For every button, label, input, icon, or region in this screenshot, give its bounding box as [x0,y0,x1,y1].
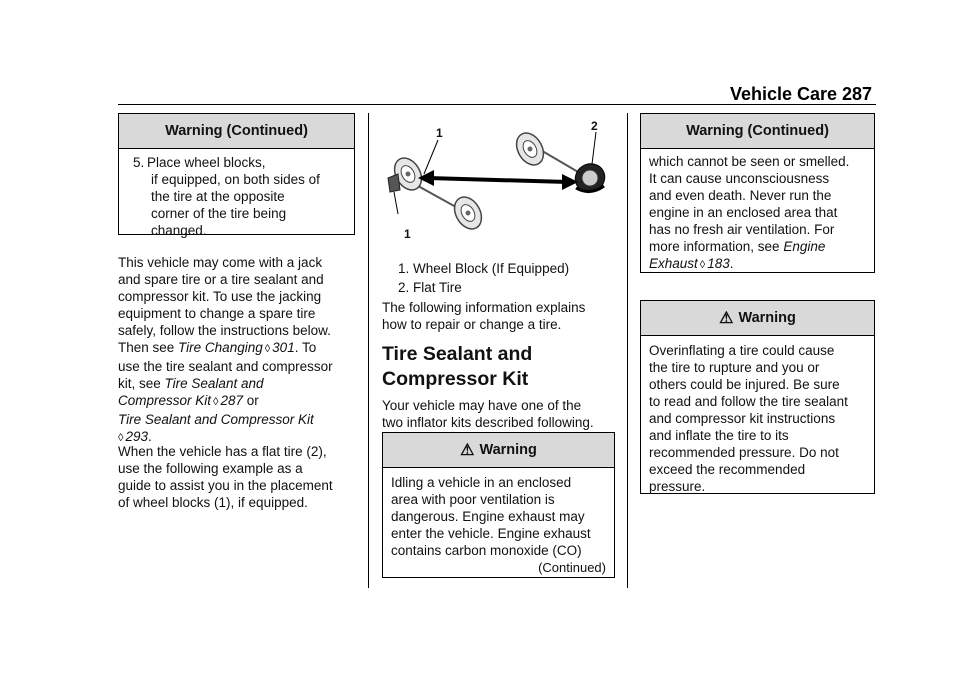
text-line: guide to assist you in the placement [118,478,333,493]
text-line: use the tire sealant and compressor [118,359,333,374]
warning-triangle-icon: ⚠ [460,442,475,459]
text-line: two inflator kits described following. [382,415,594,430]
warning-box-title [641,301,874,336]
page-ref-icon: ◊ [699,259,706,271]
rear-wheel-illustration [511,128,549,169]
warning-continued-box [118,113,355,238]
page-number: 287 [842,84,873,104]
step-line: corner of the tire being [151,206,287,221]
text-line: engine in an enclosed area that [649,205,838,220]
tire-sealant-link-cont[interactable]: Compressor Kit [118,393,212,408]
text-line: Idling a vehicle in an enclosed [391,475,572,490]
section-title: Vehicle Care [730,84,838,104]
front-right-wheel-illustration [449,192,487,233]
text-line: This vehicle may come with a jack [118,255,323,270]
text-span: kit, see [118,376,165,391]
text-line: pressure. [649,479,706,494]
heading-line: Tire Sealant and [382,343,533,365]
exhaust-warning-box [382,432,615,578]
text-line: use the following example as a [118,461,303,476]
text-line [118,411,363,428]
text-line: and spare tire or a tire sealant and [118,272,324,287]
text-span: Then see [118,340,179,355]
callout-label-1-top: 1 [436,126,443,140]
step-text [149,154,320,239]
step-line: the tire at the opposite [151,189,285,204]
text-span: more information, see [649,239,784,254]
warning-box-title: Warning (Continued) [641,114,874,149]
text-line: Your vehicle may have one of the [382,398,582,413]
text-line: safely, follow the instructions below. [118,323,331,338]
engine-exhaust-link-cont[interactable]: Exhaust [649,256,698,271]
text-span: or [243,393,259,408]
text-line: and compressor kit instructions [649,411,836,426]
text-line: enter the vehicle. Engine exhaust [391,526,591,541]
intro-paragraph [118,254,363,447]
text-line [118,375,363,392]
intro-text [382,299,622,333]
text-line: area with poor ventilation is [391,492,555,507]
column-divider-right [627,113,628,588]
section-body [382,397,622,431]
header-rule [118,104,876,105]
step-line: changed. [151,223,207,238]
heading-line: Compressor Kit [382,368,529,390]
text-line: of wheel blocks (1), if equipped. [118,495,308,510]
text-span: . [147,429,152,444]
text-line: When the vehicle has a flat tire (2), [118,444,327,459]
text-line: It can cause unconsciousness [649,171,830,186]
page-ref-183[interactable]: 183 [707,256,730,271]
page-ref-301[interactable]: 301 [272,340,295,355]
callout-label-2: 2 [591,119,598,133]
warning-title-text: Warning [738,310,796,326]
legend-item: 2. Flat Tire [398,280,462,295]
legend-item: 1. Wheel Block (If Equipped) [398,261,570,276]
text-line: contains carbon monoxide (CO) [391,543,582,558]
text-line: exceed the recommended [649,462,806,477]
text-line: and even death. Never run the [649,188,832,203]
text-line: has no fresh air ventilation. For [649,222,835,237]
section-heading [382,342,622,392]
step-line: Place wheel blocks, [147,155,266,170]
text-line [649,238,866,255]
text-line [118,392,363,411]
tire-sealant-link-2[interactable]: Tire Sealant and Compressor Kit [118,412,314,427]
text-line: others could be injured. Be sure [649,377,840,392]
text-line: which cannot be seen or smelled. [649,154,850,169]
warning-body [383,468,614,576]
text-line: dangerous. Engine exhaust may [391,509,585,524]
page-ref-293[interactable]: 293 [125,429,148,444]
text-line: recommended pressure. Do not [649,445,839,460]
engine-exhaust-link[interactable]: Engine [783,239,826,254]
text-line: and inflate the tire to its [649,428,789,443]
warning-box-title: Warning (Continued) [119,114,354,149]
warning-triangle-icon: ⚠ [719,310,734,327]
text-line: Overinflating a tire could cause [649,343,835,358]
text-line: the tire to rupture and you or [649,360,820,375]
text-span: . [729,256,734,271]
text-line [649,255,866,274]
warning-title-text: Warning [479,442,537,458]
step-line: if equipped, on both sides of [151,172,320,187]
text-line: The following information explains [382,300,586,315]
page-ref-icon: ◊ [264,343,271,355]
tire-changing-link[interactable]: Tire Changing [178,340,263,355]
wheel-block-figure [380,116,612,244]
flat-tire-paragraph [118,443,363,511]
step-number: 5. [133,155,145,170]
tire-sealant-link[interactable]: Tire Sealant and [164,376,264,391]
text-line: to read and follow the tire sealant [649,394,848,409]
column-divider-left [368,113,369,588]
figure-legend [398,259,618,297]
warning-body [641,336,874,495]
text-line: how to repair or change a tire. [382,317,562,332]
wheel-block-icon [388,174,400,192]
overinflation-warning-box [640,300,875,494]
continued-label: (Continued) [538,560,606,575]
warning-step [119,149,354,239]
wheel-diagram-illustration [380,116,612,244]
warning-box-title [383,433,614,468]
text-line: equipment to change a spare tire [118,306,316,321]
diagonal-arrow-icon [418,170,578,190]
flat-tire-illustration [570,158,610,197]
callout-label-1-bottom: 1 [404,227,411,241]
page-ref-icon: ◊ [118,432,124,444]
page-ref-icon: ◊ [213,396,219,408]
page-ref-287[interactable]: 287 [220,393,243,408]
warning-body [641,149,874,274]
text-line [118,339,363,358]
warning-continued-box-col3 [640,113,875,273]
text-line: compressor kit. To use the jacking [118,289,322,304]
text-span: . To [294,340,317,355]
